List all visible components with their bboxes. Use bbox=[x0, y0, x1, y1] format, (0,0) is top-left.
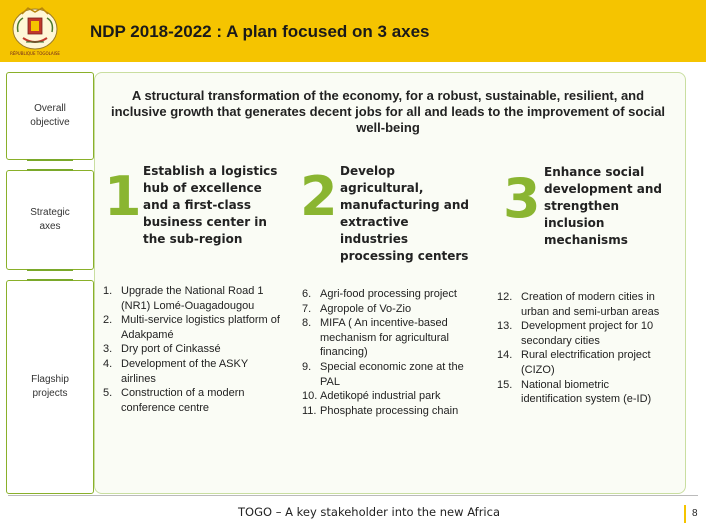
footer-text: TOGO – A key stakeholder into the new Africa bbox=[238, 505, 500, 519]
logo-caption: RÉPUBLIQUE TOGOLAISE bbox=[10, 51, 60, 56]
item-number: 5. bbox=[103, 387, 113, 400]
item-number: 2. bbox=[103, 314, 113, 327]
list-item bbox=[103, 313, 283, 342]
item-text: Multi-service logistics platform of Adakpamé bbox=[121, 314, 280, 341]
list-item bbox=[302, 360, 467, 389]
list-item bbox=[497, 348, 673, 377]
list-item bbox=[103, 342, 283, 357]
page-title: NDP 2018-2022 : A plan focused on 3 axes bbox=[90, 22, 430, 41]
footer-divider bbox=[8, 495, 698, 496]
list-item bbox=[103, 386, 283, 415]
item-number: 8. bbox=[302, 317, 312, 330]
item-text: Adetikopé industrial park bbox=[320, 390, 441, 403]
axis-3-projects bbox=[497, 290, 673, 407]
label-accent bbox=[27, 269, 73, 271]
item-number: 15. bbox=[497, 378, 513, 391]
item-text: National biometric identification system (e-ID) bbox=[521, 378, 652, 406]
axis-1-label: Establish a logistics hub of excellence and a first-class business center in the sub-region bbox=[143, 164, 278, 246]
list-item bbox=[302, 404, 467, 419]
label-accent bbox=[27, 159, 73, 161]
axis-1-projects bbox=[103, 284, 283, 415]
overall-objective-label-box bbox=[6, 72, 94, 160]
item-number: 1. bbox=[103, 285, 113, 297]
item-text: Upgrade the National Road 1 (NR1) Lomé-Ouagadougou bbox=[121, 285, 264, 312]
item-text: Construction of a modern conference centre bbox=[121, 387, 245, 414]
item-text: Development project for 10 secondary cities bbox=[521, 320, 654, 347]
list-item bbox=[497, 378, 673, 407]
item-number: 11. bbox=[302, 404, 317, 417]
list-item bbox=[302, 302, 467, 317]
item-text: Creation of modern cities in urban and semi-urban areas bbox=[521, 291, 660, 318]
overall-objective-text: A structural transformation of the economy, for a robust, sustainable, resilient, and inclusive growth that generates decent jobs for all and leads to the improvement of social well-being bbox=[110, 88, 666, 135]
strategic-axes-label-box bbox=[6, 170, 94, 270]
axis-2-number: 2 bbox=[300, 165, 338, 228]
item-text: Agropole of Vo-Zio bbox=[320, 302, 412, 315]
item-text: Rural electrification project (CIZO) bbox=[521, 349, 651, 376]
item-text: MIFA ( An incentive-based mechanism for agricultural financing) bbox=[320, 317, 449, 359]
axis-2-projects bbox=[302, 287, 467, 418]
item-text: Phosphate processing chain bbox=[320, 404, 459, 417]
item-number: 9. bbox=[302, 360, 312, 373]
item-text: Dry port of Cinkassé bbox=[121, 343, 221, 356]
item-number: 12. bbox=[497, 291, 513, 303]
list-item bbox=[103, 357, 283, 386]
list-item bbox=[497, 319, 673, 348]
strategic-axes-label: Strategic axes bbox=[30, 207, 70, 232]
label-accent bbox=[27, 169, 73, 171]
overall-objective-label: Overall objective bbox=[30, 103, 70, 128]
left-label-column bbox=[6, 72, 94, 492]
axis-1-number: 1 bbox=[104, 165, 142, 228]
item-text: Special economic zone at the PAL bbox=[320, 360, 464, 388]
item-number: 14. bbox=[497, 349, 513, 362]
item-number: 10. bbox=[302, 390, 318, 403]
axis-3-label: Enhance social development and strengthen inclusion mechanisms bbox=[544, 165, 662, 247]
item-number: 7. bbox=[302, 302, 312, 315]
label-accent bbox=[27, 279, 73, 281]
list-item bbox=[302, 316, 467, 360]
flagship-projects-label-box bbox=[6, 280, 94, 494]
list-item bbox=[302, 287, 467, 302]
page-number-accent bbox=[684, 505, 686, 523]
item-number: 4. bbox=[103, 357, 113, 370]
axis-2-label: Develop agricultural, manufacturing and extractive industries processing centers bbox=[340, 164, 469, 263]
item-text: Development of the ASKY airlines bbox=[121, 357, 248, 385]
list-item bbox=[497, 290, 673, 319]
list-item bbox=[302, 389, 467, 404]
item-number: 3. bbox=[103, 343, 113, 356]
item-number: 13. bbox=[497, 320, 513, 333]
item-text: Agri-food processing project bbox=[320, 288, 457, 300]
page-number: 8 bbox=[692, 508, 698, 519]
axis-3-number: 3 bbox=[503, 167, 541, 230]
flagship-projects-label: Flagship projects bbox=[31, 374, 69, 399]
list-item bbox=[103, 284, 283, 313]
item-number: 6. bbox=[302, 288, 312, 300]
